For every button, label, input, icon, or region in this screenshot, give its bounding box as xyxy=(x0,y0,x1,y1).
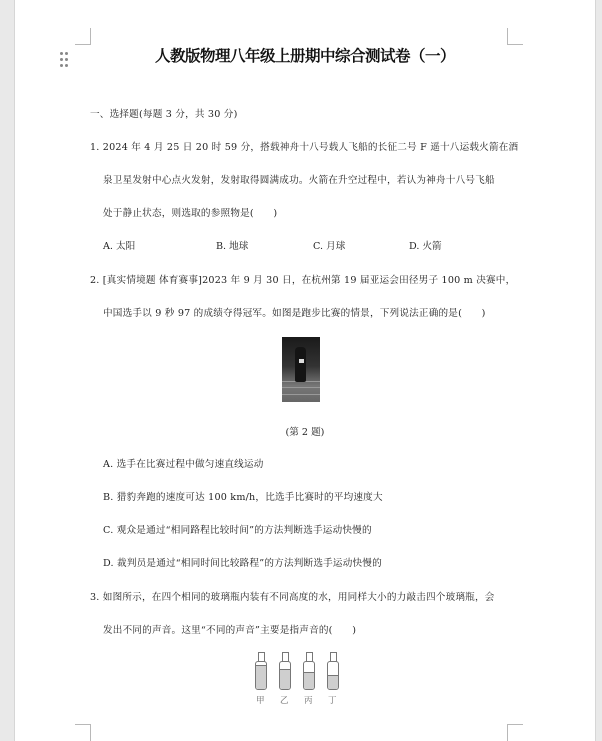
figure-caption-q2: (第 2 题) xyxy=(285,427,325,438)
bottle-icon xyxy=(303,652,315,690)
question-3-line-1: 3. 如图所示，在四个相同的玻璃瓶内装有不同高度的水，用同样大小的力敲击四个玻璃瓶，会 xyxy=(90,592,495,603)
margin-corner-top-left xyxy=(75,28,91,45)
question-2-option-d: D. 裁判员是通过“相同时间比较路程”的方法判断选手运动快慢的 xyxy=(103,558,382,569)
bottle-icon xyxy=(327,652,339,690)
sprinter-photo xyxy=(282,337,320,402)
section-heading: 一、选择题(每题 3 分，共 30 分) xyxy=(90,109,238,120)
margin-corner-bottom-left xyxy=(75,724,91,741)
glass-bottles-figure xyxy=(255,652,359,706)
question-2-line-1: 2. [真实情境题 体育赛事]2023 年 9 月 30 日，在杭州第 19 届亚运会田径男子 100 m 决赛中， xyxy=(90,275,516,286)
question-1-line-1: 1. 2024 年 4 月 25 日 20 时 59 分，搭载神舟十八号载人飞船的长征二号 F 遥十八运载火箭在酒 xyxy=(90,142,519,153)
question-1-option-c: C. 月球 xyxy=(313,241,346,252)
document-page xyxy=(14,0,596,741)
question-2-option-a: A. 选手在比赛过程中做匀速直线运动 xyxy=(103,459,264,470)
question-3-line-2: 发出不同的声音。这里“不同的声音”主要是指声音的( ) xyxy=(103,625,357,636)
question-1-option-d: D. 火箭 xyxy=(409,241,442,252)
bottle-icon xyxy=(255,652,267,690)
question-2-option-c: C. 观众是通过“相同路程比较时间”的方法判断选手运动快慢的 xyxy=(103,525,372,536)
margin-corner-bottom-right xyxy=(507,724,523,741)
bottle-label: 丁 xyxy=(328,696,337,706)
bottle-label: 乙 xyxy=(280,696,289,706)
bottle-icon xyxy=(279,652,291,690)
question-2-line-2: 中国选手以 9 秒 97 的成绩夺得冠军。如图是跑步比赛的情景，下列说法正确的是( ) xyxy=(103,308,486,319)
question-2-option-b: B. 猎豹奔跑的速度可达 100 km/h，比选手比赛时的平均速度大 xyxy=(103,492,383,503)
bottle-label: 丙 xyxy=(304,696,313,706)
bottle-label: 甲 xyxy=(256,696,265,706)
margin-corner-top-right xyxy=(507,28,523,45)
question-1-option-a: A. 太阳 xyxy=(103,241,136,252)
document-title: 人教版物理八年级上册期中综合测试卷（一） xyxy=(154,47,455,65)
question-1-line-3: 处于静止状态，则选取的参照物是( ) xyxy=(103,208,278,219)
question-1-option-b: B. 地球 xyxy=(216,241,249,252)
question-1-line-2: 泉卫星发射中心点火发射，发射取得圆满成功。火箭在升空过程中，若认为神舟十八号飞船 xyxy=(103,175,495,186)
